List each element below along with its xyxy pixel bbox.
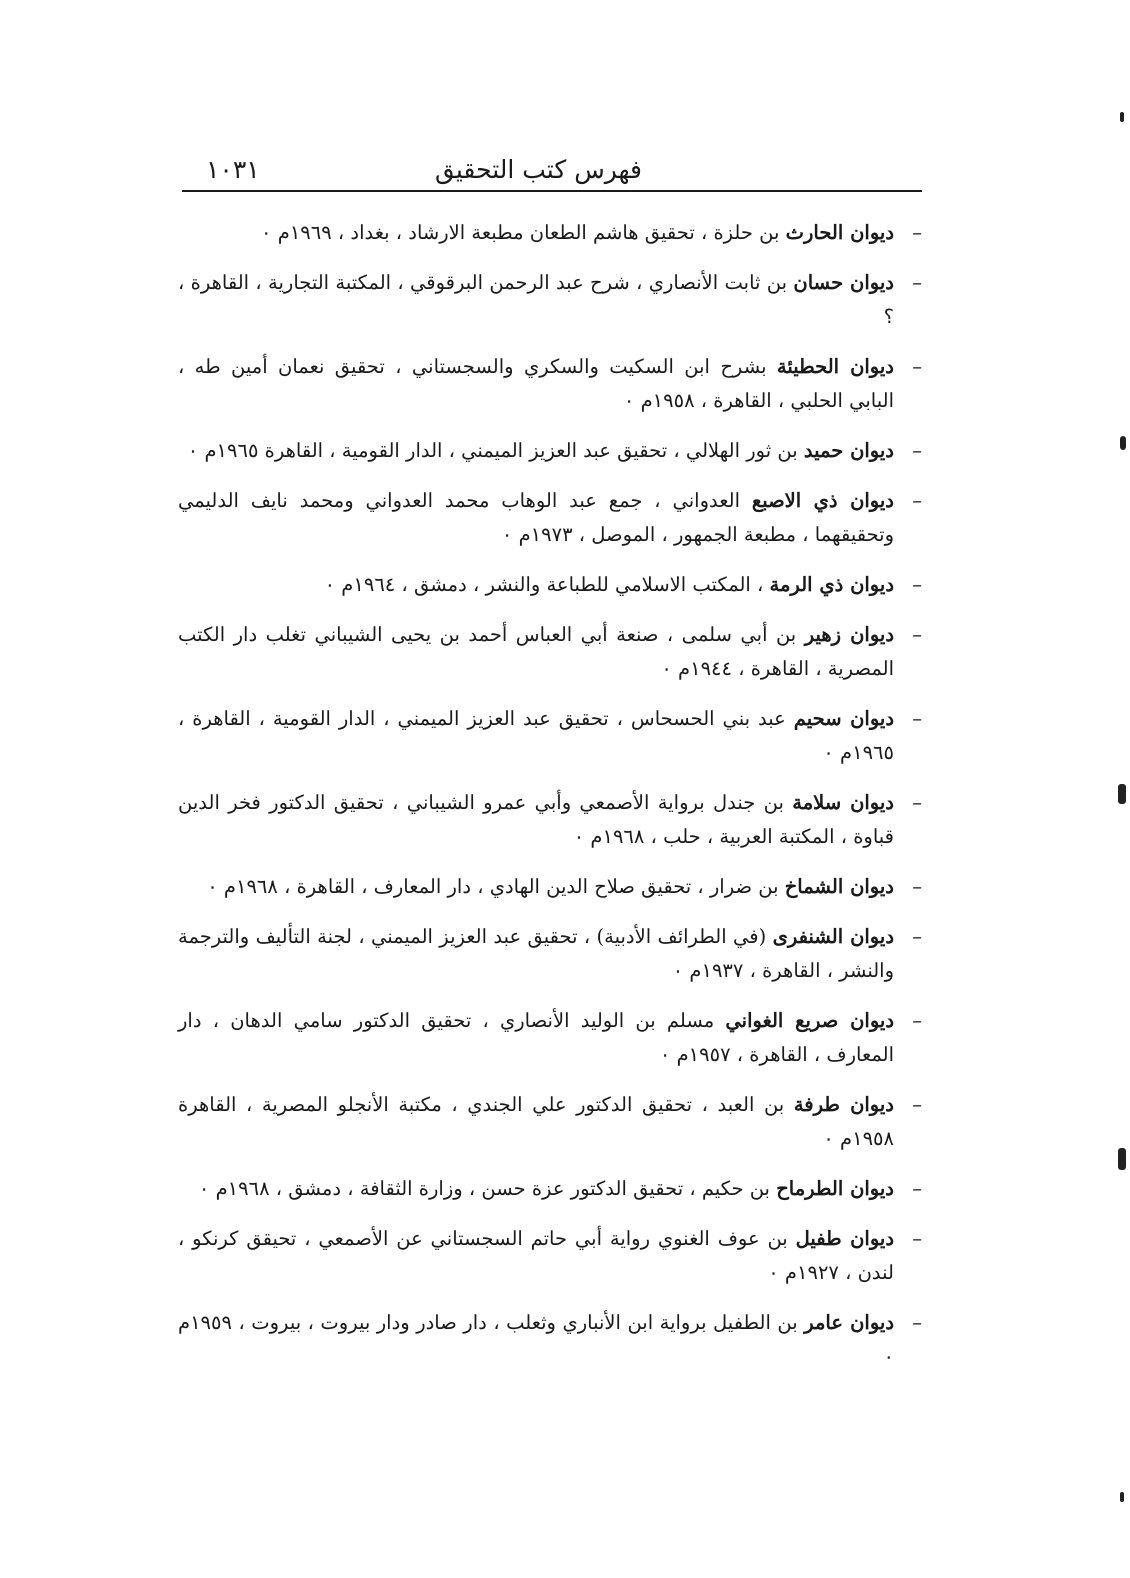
bibliography-entry bbox=[178, 920, 922, 988]
running-title: فهرس كتب التحقيق bbox=[435, 155, 642, 184]
scan-margin-mark bbox=[1120, 436, 1126, 450]
entry-text: ، المكتب الاسلامي للطباعة والنشر ، دمشق ، ١٩٦٤م ٠ bbox=[324, 573, 764, 596]
bibliography-entry bbox=[178, 1088, 922, 1156]
entry-text: مسلم بن الوليد الأنصاري ، تحقيق الدكتور سامي الدهان ، دار المعارف ، القاهرة ، ١٩٥٧م ٠ bbox=[178, 1009, 894, 1066]
entry-text: عبد بني الحسحاس ، تحقيق عبد العزيز الميمني ، الدار القومية ، القاهرة ، ١٩٦٥م ٠ bbox=[178, 707, 894, 764]
bibliography-entry bbox=[178, 1306, 922, 1374]
bibliography-entry bbox=[178, 266, 922, 334]
entry-text: بن أبي سلمى ، صنعة أبي العباس أحمد بن يحيى الشيباني تغلب دار الكتب المصرية ، القاهرة ، ١٩٤٤م ٠ bbox=[178, 623, 894, 680]
bibliography-entry bbox=[178, 350, 922, 418]
entry-title: ديوان ذي الاصبع bbox=[751, 489, 894, 512]
entry-dash: – bbox=[912, 791, 922, 814]
bibliography-entry bbox=[178, 434, 922, 468]
entry-text: بن حكيم ، تحقيق الدكتور عزة حسن ، وزارة الثقافة ، دمشق ، ١٩٦٨م ٠ bbox=[198, 1177, 770, 1200]
header-rule bbox=[182, 190, 922, 192]
entry-dash: – bbox=[912, 271, 922, 294]
entry-dash: – bbox=[912, 221, 922, 244]
entry-text: بن حلزة ، تحقيق هاشم الطعان مطبعة الارشاد ، بغداد ، ١٩٦٩م ٠ bbox=[261, 221, 780, 244]
entry-text: بن عوف الغنوي رواية أبي حاتم السجستاني عن الأصمعي ، تحيقق كرنكو ، لندن ، ١٩٢٧م ٠ bbox=[178, 1227, 894, 1284]
entry-text: العدواني ، جمع عبد الوهاب محمد العدواني ومحمد نايف الدليمي وتحقيقهما ، مطبعة الجمهور ، الموصل ، ١٩٧٣م ٠ bbox=[178, 489, 894, 546]
bibliography-entry bbox=[178, 870, 922, 904]
bibliography-entry bbox=[178, 1172, 922, 1206]
entry-title: ديوان الشنفرى bbox=[772, 925, 894, 948]
bibliography-entry bbox=[178, 618, 922, 686]
entry-dash: – bbox=[912, 355, 922, 378]
scan-margin-mark bbox=[1118, 1148, 1126, 1170]
scan-margin-mark bbox=[1118, 784, 1126, 804]
entry-title: ديوان الشماخ bbox=[784, 875, 894, 898]
entry-dash: – bbox=[912, 623, 922, 646]
entry-dash: – bbox=[912, 1227, 922, 1250]
entry-title: ديوان سحيم bbox=[793, 707, 895, 730]
entry-text: بن ثور الهلالي ، تحقيق عبد العزيز الميمني ، الدار القومية ، القاهرة ١٩٦٥م ٠ bbox=[187, 439, 798, 462]
bibliography-entry bbox=[178, 786, 922, 854]
bibliography-entry bbox=[178, 702, 922, 770]
bibliography-list bbox=[178, 216, 922, 1390]
entry-text: بن الطفيل برواية ابن الأنباري وثعلب ، دار صادر ودار بيروت ، بيروت ، ١٩٥٩م ٠ bbox=[178, 1311, 894, 1368]
entry-text: بن ثابت الأنصاري ، شرح عبد الرحمن البرقوقي ، المكتبة التجارية ، القاهرة ، ؟ bbox=[178, 271, 894, 328]
bibliography-entry bbox=[178, 216, 922, 250]
entry-text: بشرح ابن السكيت والسكري والسجستاني ، تحقيق نعمان أمين طه ، البابي الحلبي ، القاهرة ، ١٩٥٨م ٠ bbox=[178, 355, 894, 412]
scan-margin-mark bbox=[1120, 1492, 1124, 1502]
entry-title: ديوان حسان bbox=[793, 271, 894, 294]
page-number: ١٠٣١ bbox=[206, 155, 260, 184]
entry-text: بن جندل برواية الأصمعي وأبي عمرو الشيباني ، تحقيق الدكتور فخر الدين قباوة ، المكتبة العربية ، حلب ، ١٩٦٨م ٠ bbox=[178, 791, 894, 848]
entry-title: ديوان زهير bbox=[804, 623, 895, 646]
entry-title: ديوان سلامة bbox=[792, 791, 894, 814]
entry-text: بن العبد ، تحقيق الدكتور علي الجندي ، مكتبة الأنجلو المصرية ، القاهرة ١٩٥٨م ٠ bbox=[178, 1093, 894, 1150]
entry-dash: – bbox=[912, 439, 922, 462]
entry-title: ديوان طفيل bbox=[795, 1227, 895, 1250]
bibliography-entry bbox=[178, 1004, 922, 1072]
entry-dash: – bbox=[912, 707, 922, 730]
entry-dash: – bbox=[912, 925, 922, 948]
entry-dash: – bbox=[912, 573, 922, 596]
entry-dash: – bbox=[912, 489, 922, 512]
entry-dash: – bbox=[912, 1093, 922, 1116]
entry-title: ديوان صريع الغواني bbox=[725, 1009, 894, 1032]
bibliography-entry bbox=[178, 484, 922, 552]
bibliography-entry bbox=[178, 568, 922, 602]
scan-margin-mark bbox=[1120, 112, 1124, 122]
entry-title: ديوان ذي الرمة bbox=[769, 573, 894, 596]
entry-title: ديوان الطرماح bbox=[776, 1177, 894, 1200]
entry-text: (في الطرائف الأدبية) ، تحقيق عبد العزيز الميمني ، لجنة التأليف والترجمة والنشر ، القاهرة ، ١٩٣٧م ٠ bbox=[178, 925, 894, 982]
page-header bbox=[182, 152, 922, 188]
entry-title: ديوان الحارث bbox=[785, 221, 894, 244]
entry-dash: – bbox=[912, 1009, 922, 1032]
entry-title: ديوان الحطيئة bbox=[776, 355, 894, 378]
entry-dash: – bbox=[912, 875, 922, 898]
entry-dash: – bbox=[912, 1311, 922, 1334]
entry-title: ديوان طرفة bbox=[793, 1093, 894, 1116]
entry-text: بن ضرار ، تحقيق صلاح الدين الهادي ، دار المعارف ، القاهرة ، ١٩٦٨م ٠ bbox=[207, 875, 779, 898]
bibliography-entry bbox=[178, 1222, 922, 1290]
entry-title: ديوان عامر bbox=[804, 1311, 894, 1334]
entry-title: ديوان حميد bbox=[803, 439, 894, 462]
entry-dash: – bbox=[912, 1177, 922, 1200]
